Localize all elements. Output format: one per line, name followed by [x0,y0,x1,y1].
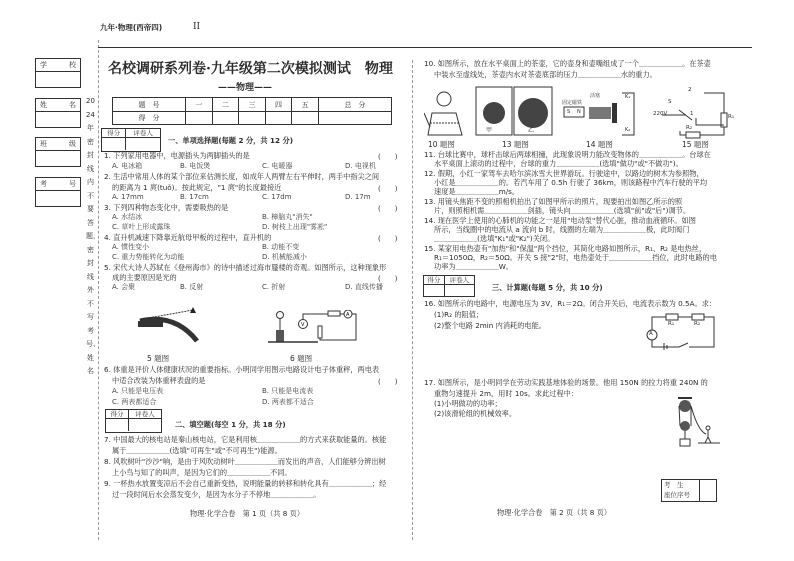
score-box-1 [101,128,161,152]
th: 题 号 [113,98,186,112]
seat-label: 座位序号 [664,491,690,499]
label: 级 [69,140,76,148]
seal-line [98,40,99,540]
school-field[interactable] [35,58,81,88]
option: C. 草叶上形成露珠 [112,223,171,231]
option: A. 只能是电压表 [112,387,164,395]
grader-label: 评卷人 [129,410,161,419]
q3-stem: 3. 下列四种物态变化中，需要吸热的是 [104,203,229,212]
fig15-caption: 15 题图 [682,140,709,149]
option: A. 惯性变小 [112,243,150,251]
q8-line: 8. 风吹树叶"沙沙"响，是由于风吹动树叶＿＿＿＿＿＿而发出的声音，人们能够分辨出树 [104,457,386,466]
q9-line: 9. 一杯热水放置变凉后不会自己重新变热，说明能量的转移和转化具有＿＿＿＿＿＿；经 [104,479,387,488]
option: C. 重力势能转化为动能 [112,253,185,261]
svg-text:A: A [346,312,350,318]
option: B. 只能是电流表 [262,387,314,395]
q15-line: 功率为＿＿＿＿＿＿W。 [434,262,513,271]
fig-label: 2 [688,87,692,93]
q4-stem: 4. 直升机减速下降靠近航母甲板的过程中，直升机的 [104,233,272,242]
answer-paren: ( ) [378,205,398,213]
option: D. 直线传播 [345,283,383,291]
option: A. 17mm [112,193,144,201]
section-1-title: 一、单项选择题(每题 2 分，共 12 分) [168,136,294,145]
fig-label: 固定磁铁 [562,100,583,106]
exam-title: 名校调研系列卷·九年级第二次模拟测试 物理 [108,61,393,77]
q15-line: 15. 某家用电热壶有"加热"和"保温"两个挡位，其简化电路如图所示，R₁、R₂ 是电热丝， [424,244,707,253]
q12-line: 12. 假期，小红一家驾车去哈尔滨冰雪大世界游玩。行驶途中，以路边的树木为参照物， [424,169,704,178]
q6-stem: 中适合改装为体重秤表盘的是 [112,376,206,385]
answer-paren: ( ) [378,153,398,161]
q6-stem: 6. 体重是评价人体健康状况的重要指标。小明同学用图示电路设计电子体重秤，两电表 [104,365,380,374]
seat-label: 考 生 [664,481,684,489]
label: 考 [40,180,47,188]
fig14-caption: 14 题图 [586,140,613,149]
r1-label: R₁ [668,321,675,327]
section-3-title: 三、计算题(每题 5 分，共 10 分) [492,283,603,292]
q14-line: 14. 现在医学上使用的心肺机的功能之一是用"电动泵"替代心脏，推动血液循环。如图 [424,216,696,225]
q14-line: ＿＿＿＿＿＿(选填"K₁"或"K₂")关闭。 [434,234,555,243]
q5-stem: 成的主要原因是光的 [112,273,177,282]
page-footer-1: 物理·化学合卷 第 1 页（共 8 页） [190,509,305,518]
option: B. 樟脑丸"消失" [262,213,313,221]
page-fold-line [412,60,413,540]
svg-text:V: V [301,322,305,328]
score-table [112,97,392,125]
fig-label: S [668,99,672,105]
fig10-caption: 10 题图 [428,140,455,149]
fig-label: N [577,109,581,115]
q5-stem: 5. 宋代大诗人苏轼在《登州海市》的诗中描述过海市蜃楼的奇观。如图所示，这种现象形 [104,263,387,272]
fig-label-jia: 甲 [486,127,493,134]
q17-line: 17. 如图所示，是小明同学在劳动实践基地体验的场景。他用 150N 的拉力将重 240N 的 [424,378,708,387]
name-field[interactable] [35,98,81,128]
q10-line: 中装水至虚线处，茶壶内水对茶壶底部的压力＿＿＿＿＿＿水的重力。 [434,70,657,79]
option: D. 电视机 [345,162,376,170]
seal-line-notice: 2024年密封线内不要答题，密封线外不写考号、姓名 [86,97,100,375]
q7-line: 属于＿＿＿＿＿＿(选填"可再生"或"不可再生")能源。 [112,446,282,455]
section-2-title: 二、填空题(每空 1 分，共 18 分) [175,420,286,429]
option: B. 17cm [180,193,209,201]
fig13-caption: 13 题图 [502,140,529,149]
label: 名 [69,101,76,109]
fig-label: R₁ [728,114,735,120]
option: B. 动能不变 [262,243,300,251]
option: A. 水结冰 [112,213,143,221]
option: C. 两表都适合 [112,398,157,406]
option: C. 电暖器 [262,162,293,170]
option: B. 电饭煲 [180,162,211,170]
fig-label: 活塞 [590,93,601,99]
q16-line: 16. 如图所示的电路中，电源电压为 3V，R₁＝2Ω。闭合开关后，电流表示数为 0.5A。求： [424,299,717,308]
option: A. 会聚 [112,283,136,291]
seat-number-box[interactable] [661,479,717,502]
fig-label-yi: 乙 [528,127,535,134]
teapot-figure [424,92,462,135]
option: C. 17dm [262,193,292,201]
q17-line: (2)该滑轮组的机械效率。 [434,409,517,418]
page-footer-2: 物理·化学合卷 第 2 页（共 8 页） [497,508,612,517]
option: C. 折射 [262,283,286,291]
q16-line: (2)整个电路 2min 内消耗的电能。 [434,321,546,330]
score-label: 得分 [424,276,445,285]
label: 号 [69,180,76,188]
q16-line: (1)R₂ 的阻值； [434,310,484,319]
option: B. 反射 [180,283,204,291]
q13-line: 13. 用镜头焦距不变的照相机拍出了如图甲所示的照片，现要拍出如图乙所示的照 [424,197,683,206]
exam-number-field[interactable] [35,177,81,207]
label: 校 [69,61,76,69]
label: 班 [40,140,47,148]
option: D. 树枝上出现"雾凇" [262,223,328,231]
q14-line: 所示，当线圈中的电流从 a 流向 b 时，线圈的左端为＿＿＿＿＿＿极，此时阀门 [434,225,690,234]
running-title: 九年·物理(西帝四) [100,23,163,32]
fig-label: K₁ [625,94,631,100]
q10-line: 10. 如图所示，放在水平桌面上的茶壶，它的壶身和壶嘴组成了一个＿＿＿＿＿＿。在茶壶 [424,59,711,68]
th: 三 [239,98,266,112]
q1-stem: 1. 下列家用电器中，电源插头为两脚插头的是 [104,151,250,160]
r2-label: R₂ [694,321,701,327]
q15-line: R₁＝1050Ω，R₂＝50Ω。开关 S 接"2"时，电热壶处于＿＿＿＿＿＿挡位，此时电路的电 [434,253,717,262]
fig-label: 1 [690,111,694,117]
q17-line: (1)小明做功的功率； [434,399,502,408]
option: A. 电冰箱 [112,162,143,170]
q12-line: 小红是＿＿＿＿＿＿的。若汽车用了 0.5h 行驶了 36km，则该路程中汽车行驶的平均 [434,178,708,187]
pulley-figure [670,396,720,456]
q16-circuit-figure [644,312,719,350]
q2-stem: 2. 生活中常用人体的某个部位来估测长度，如成年人两臂左右平伸时，两手中指尖之间 [104,172,380,181]
grader-label: 评卷人 [445,276,474,285]
q13-line: 片，则照相机需＿＿＿＿＿＿剑插，镜头向＿＿＿＿＿＿(选填"前"或"后")调节。 [434,206,691,215]
q7-line: 7. 中国最大的核电站是秦山核电站，它是利用核＿＿＿＿＿＿的方式来获取能量的。核能 [104,435,387,444]
th: 一 [186,98,213,112]
mirage-figure [135,305,205,350]
answer-paren: ( ) [378,378,398,386]
q9-line: 过一段时间后水会蒸发变少，是因为水分子不停地＿＿＿＿＿＿。 [112,490,321,499]
option: D. 17m [345,193,371,201]
figures-row [424,85,744,140]
th: 总 分 [318,98,391,112]
fig-label: R₂ [686,125,693,131]
q17-line: 重物匀速提升 2m，用时 10s。求此过程中： [434,389,579,398]
fig6-caption: 6 题图 [290,354,313,363]
header-rule [98,47,752,48]
row-label: 得 分 [113,112,186,125]
volume-mark: II [193,22,201,32]
q12-line: 速度是＿＿＿＿＿＿m/s。 [434,187,520,196]
class-field[interactable] [35,137,81,167]
score-label: 得分 [102,129,126,138]
score-box-3 [423,275,475,297]
label: 姓 [40,101,47,109]
th: 五 [292,98,319,112]
score-label: 得分 [106,410,129,419]
q11-line: 11. 台球比赛中，球杆击球后两球相撞，此现象说明力能改变物体的＿＿＿＿＿＿。台球在 [424,150,711,159]
option: D. 两表都不适合 [262,398,314,406]
scale-circuit-figure [268,310,363,350]
fig5-caption: 5 题图 [147,354,170,363]
fig-label: S [567,109,571,115]
th: 四 [265,98,292,112]
score-box-2 [105,409,162,433]
answer-paren: ( ) [378,185,398,193]
answer-paren: ( ) [378,235,398,243]
q2-stem: 的距离为 1 庹(tuǒ)。按此规定，"1 庹"的长度最接近 [112,183,282,192]
label: 学 [40,61,47,69]
fig-label: 220V [653,111,668,117]
q8-line: 上小鸟与知了的叫声，是因为它们的＿＿＿＿＿＿不同。 [112,468,292,477]
subject-subtitle: ——物理—— [218,83,273,93]
fig-label: K₂ [625,127,631,133]
option: D. 机械能减小 [262,253,307,261]
q11-line: 水平桌面上滚动的过程中，台球的重力＿＿＿＿＿＿(选填"做功"或"不做功")。 [434,159,683,168]
ammeter-label: A [649,331,653,337]
answer-paren: ( ) [378,275,398,283]
grader-label: 评卷人 [126,129,160,138]
th: 二 [212,98,239,112]
